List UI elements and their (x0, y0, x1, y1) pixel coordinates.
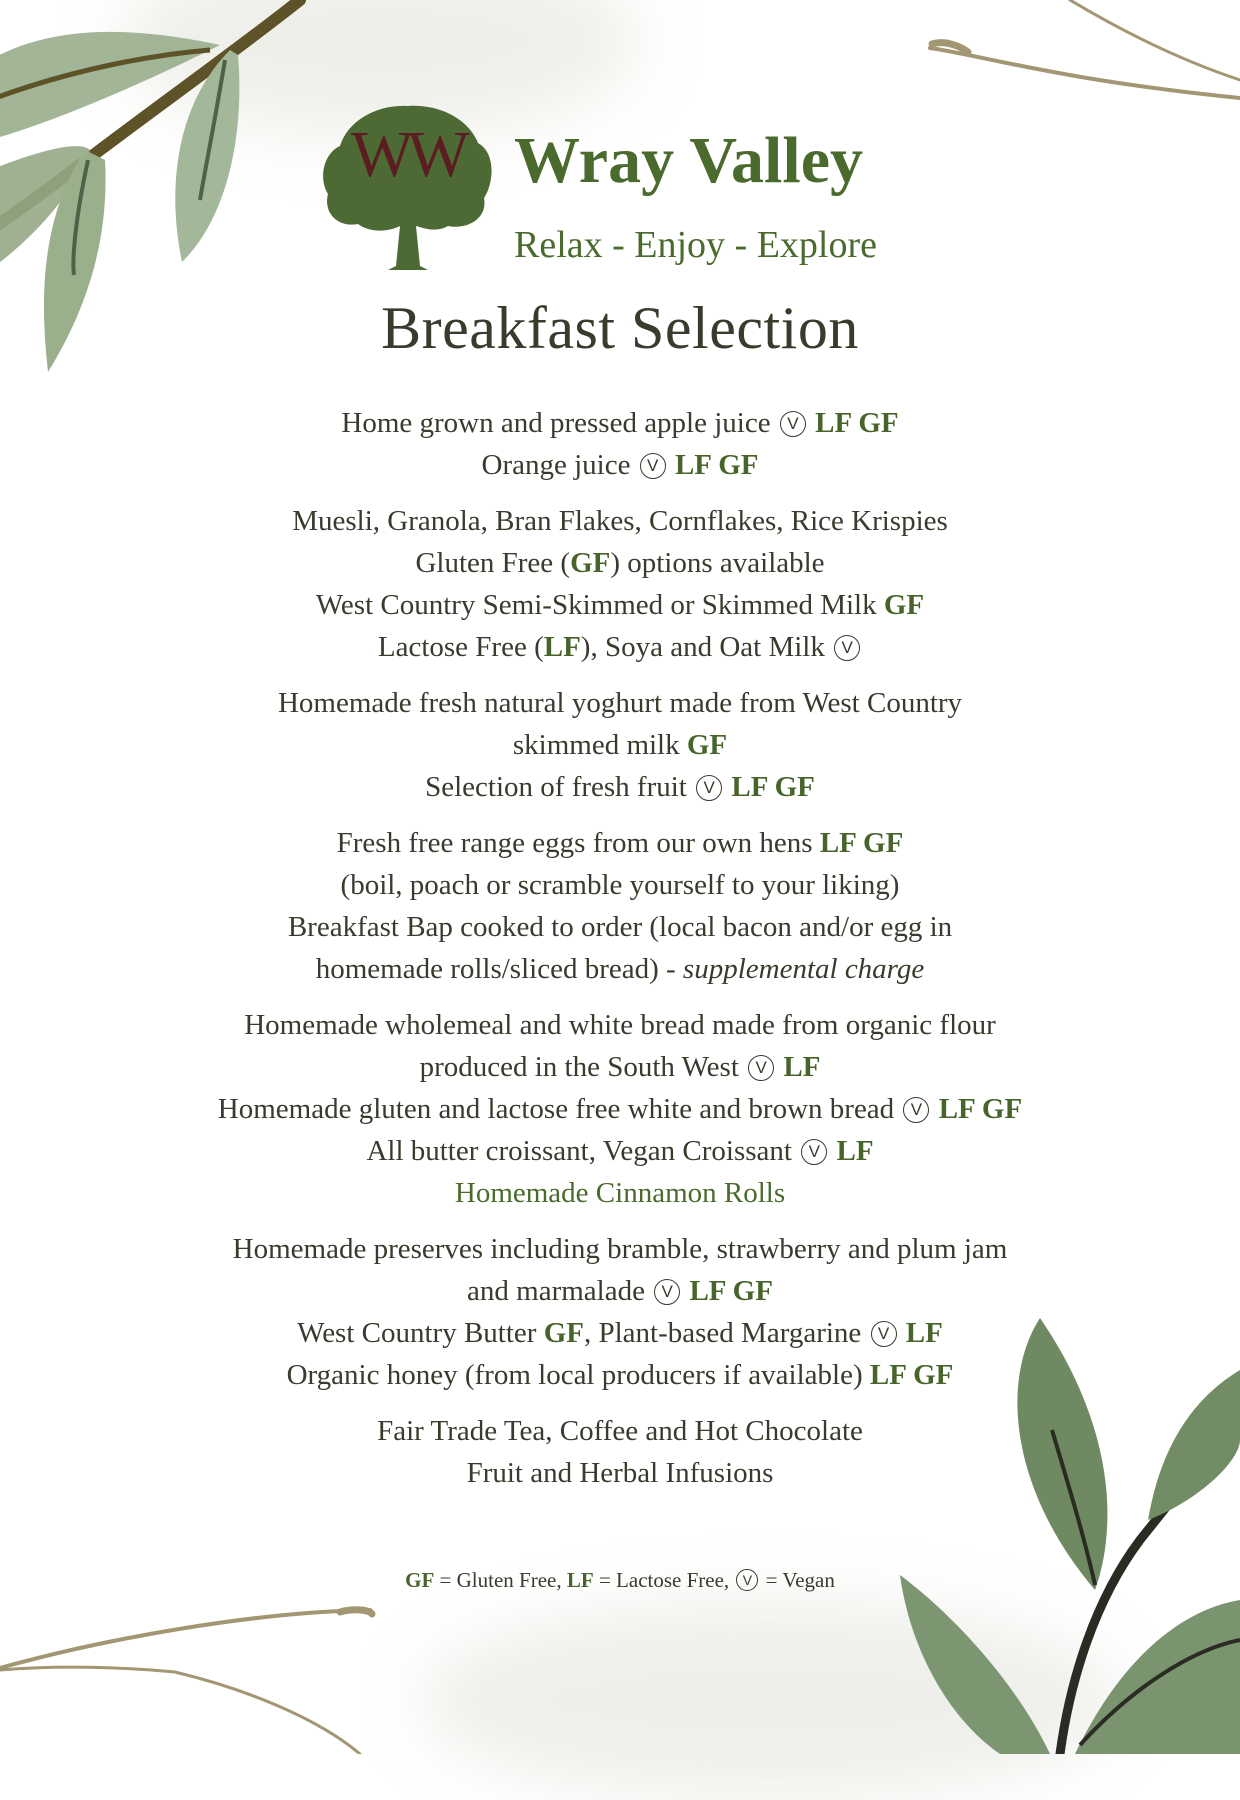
dietary-tag: LF GF (689, 1275, 773, 1307)
menu-item-text: Fair Trade Tea, Coffee and Hot Chocolate (377, 1415, 863, 1447)
menu-item-line (0, 500, 1240, 542)
menu-item-line (0, 626, 1240, 668)
dietary-tag: GF (570, 547, 611, 579)
menu-item-line (0, 1088, 1240, 1130)
vegan-icon: V (654, 1279, 680, 1305)
brand-logo (318, 98, 928, 273)
dietary-tag: LF GF (815, 407, 899, 439)
menu-item-text: Lactose Free ( (377, 631, 544, 663)
dietary-tag: GF (686, 729, 728, 761)
menu-item-line (0, 1452, 1240, 1494)
menu-item-line (0, 766, 1240, 808)
menu-item-line (0, 906, 1240, 948)
menu-item-text: Homemade wholemeal and white bread made from organic flour (244, 1009, 996, 1041)
menu-item-line (0, 542, 1240, 584)
menu-group (0, 402, 1240, 486)
menu-group (0, 500, 1240, 668)
menu-item-text: ) options available (610, 547, 825, 579)
menu-item-text: (boil, poach or scramble yourself to your liking) (340, 869, 900, 901)
menu-group (0, 682, 1240, 808)
brand-name: Wray Valley (514, 124, 863, 197)
menu-item-text: All butter croissant, Vegan Croissant (366, 1135, 800, 1167)
legend-lf-text: = Lactose Free, (593, 1568, 735, 1592)
vegan-icon: V (903, 1097, 929, 1123)
gold-flourish-top-right-icon (930, 0, 1240, 98)
dietary-tag: LF GF (869, 1359, 954, 1391)
menu-item-text: produced in the South West (419, 1051, 747, 1083)
menu-group (0, 822, 1240, 990)
vegan-icon: V (780, 411, 806, 437)
menu-item-line (0, 724, 1240, 766)
menu-group (0, 1004, 1240, 1214)
menu-group (0, 1410, 1240, 1494)
menu-item-line (0, 1004, 1240, 1046)
menu-item-line (0, 584, 1240, 626)
vegan-icon: V (801, 1139, 827, 1165)
menu-item-text: Homemade preserves including bramble, strawberry and plum jam (232, 1233, 1008, 1265)
vegan-icon: V (640, 453, 666, 479)
menu-item-text: West Country Semi-Skimmed or Skimmed Milk (315, 589, 884, 621)
menu-item-text: Homemade fresh natural yoghurt made from West Country (277, 687, 963, 719)
dietary-tag: LF (543, 631, 581, 663)
menu-item-text: Homemade gluten and lactose free white and brown bread (217, 1093, 902, 1125)
menu-item-text: skimmed milk (512, 729, 687, 761)
vegan-icon: V (871, 1321, 897, 1347)
menu-item-text: , Plant-based Margarine (583, 1317, 869, 1349)
menu-item-text: Homemade Cinnamon Rolls (454, 1177, 786, 1209)
legend-lf-tag: LF (566, 1568, 594, 1592)
legend-gf-tag: GF (405, 1568, 435, 1592)
menu-item-line (0, 444, 1240, 486)
vegan-icon: V (736, 1569, 758, 1591)
brand-tagline: Relax - Enjoy - Explore (514, 224, 878, 266)
menu-item-line (0, 864, 1240, 906)
menu-item-text: Breakfast Bap cooked to order (local bacon and/or egg in (287, 911, 953, 943)
dietary-tag: GF (883, 589, 925, 621)
menu-item-text (668, 449, 675, 481)
vegan-icon: V (834, 635, 860, 661)
menu-item-text: West Country Butter (297, 1317, 544, 1349)
menu-item-line (0, 1130, 1240, 1172)
menu-item-line (0, 682, 1240, 724)
vegan-icon: V (748, 1055, 774, 1081)
menu-item-text (899, 1317, 906, 1349)
menu-item-text: Organic honey (from local producers if available) (286, 1359, 870, 1391)
menu-item-text: homemade rolls/sliced bread) - (315, 953, 683, 985)
menu-item-text: Gluten Free ( (415, 547, 571, 579)
gold-flourish-bottom-left-icon (0, 1610, 372, 1754)
legend-gf-text: = Gluten Free, (434, 1568, 567, 1592)
menu-item-text: Fruit and Herbal Infusions (466, 1457, 774, 1489)
vegan-icon: V (696, 775, 722, 801)
menu-item-text: Orange juice (481, 449, 638, 481)
dietary-tag: LF (836, 1135, 874, 1167)
menu-item-line (0, 822, 1240, 864)
legend-vegan-text: = Vegan (760, 1568, 835, 1592)
menu-group (0, 1228, 1240, 1396)
menu-item-text: ), Soya and Oat Milk (580, 631, 833, 663)
page-title: Breakfast Selection (381, 295, 859, 361)
menu-item-line (0, 1354, 1240, 1396)
menu-item-line (0, 1228, 1240, 1270)
menu-item-text: Fresh free range eggs from our own hens (336, 827, 820, 859)
dietary-tag: LF GF (938, 1093, 1023, 1125)
dietary-tag: LF GF (674, 449, 759, 481)
menu-item-text: Home grown and pressed apple juice (341, 407, 778, 439)
menu-item-text: and marmalade (467, 1275, 653, 1307)
menu-list (0, 402, 1240, 1508)
dietary-legend (0, 1568, 1240, 1593)
menu-item-line (0, 1270, 1240, 1312)
dietary-tag: LF GF (819, 827, 904, 859)
dietary-tag: LF (783, 1051, 821, 1083)
menu-item-text: Selection of fresh fruit (425, 771, 695, 803)
menu-item-line (0, 402, 1240, 444)
menu-item-text (931, 1093, 938, 1125)
menu-item-line (0, 948, 1240, 990)
menu-note: supplemental charge (682, 953, 925, 985)
menu-item-text: Muesli, Granola, Bran Flakes, Cornflakes, Rice Krispies (292, 505, 948, 537)
menu-item-line (0, 1312, 1240, 1354)
dietary-tag: LF (905, 1317, 943, 1349)
menu-item-line (0, 1046, 1240, 1088)
dietary-tag: GF (543, 1317, 584, 1349)
menu-item-line (0, 1172, 1240, 1214)
logo-monogram: WW (351, 118, 464, 191)
menu-item-line (0, 1410, 1240, 1452)
dietary-tag: LF GF (731, 771, 815, 803)
